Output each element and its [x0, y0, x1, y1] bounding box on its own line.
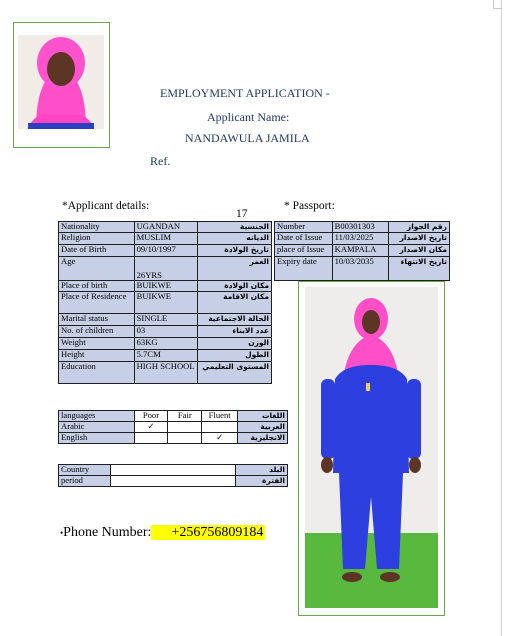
detail-value: 5.7CM	[134, 350, 198, 362]
languages-header: languages	[59, 411, 135, 422]
language-fluent	[202, 422, 238, 433]
table-row	[59, 411, 288, 422]
passport-table	[274, 221, 450, 281]
table-row	[59, 326, 272, 338]
detail-label: Marital status	[59, 314, 135, 326]
fluent-header: Fluent	[202, 411, 238, 422]
detail-value: BUIKWE	[134, 281, 198, 292]
table-row	[59, 362, 272, 384]
portrait-photo	[13, 22, 110, 148]
passport-label: Expiry date	[275, 257, 333, 281]
table-row	[59, 314, 272, 326]
table-row	[59, 350, 272, 362]
table-row	[275, 233, 450, 245]
detail-label-ar: تاريخ الولادة	[198, 245, 272, 257]
detail-label-ar: العمر	[198, 257, 272, 281]
passport-label: Date of Issue	[275, 233, 333, 245]
fair-header: Fair	[168, 411, 202, 422]
detail-label-ar: عدد الابناء	[198, 326, 272, 338]
table-row	[59, 422, 288, 433]
table-row	[59, 476, 288, 487]
detail-label: Height	[59, 350, 135, 362]
languages-header-ar: اللغات	[238, 411, 288, 422]
languages-table	[58, 410, 288, 444]
passport-value: KAMPALA	[332, 245, 389, 257]
detail-label-ar: الجنسية	[198, 222, 272, 233]
detail-label-ar: المستوى التعليمي	[198, 362, 272, 384]
table-row	[275, 257, 450, 281]
language-name: Arabic	[59, 422, 135, 433]
passport-label: Number	[275, 222, 333, 233]
detail-label-ar: الوزن	[198, 338, 272, 350]
language-name-ar: الانجليزية	[238, 433, 288, 444]
applicant-details-table	[58, 221, 272, 384]
experience-table	[58, 464, 288, 487]
language-fair	[168, 422, 202, 433]
detail-value: MUSLIM	[134, 233, 198, 245]
table-row	[59, 222, 272, 233]
table-row	[59, 233, 272, 245]
table-row	[59, 465, 288, 476]
detail-label: Place of Residence	[59, 292, 135, 314]
detail-value: BUIKWE	[134, 292, 198, 314]
experience-label-ar: الفترة	[236, 476, 288, 487]
detail-value: UGANDAN	[134, 222, 198, 233]
detail-label-ar: مكان الاقامة	[198, 292, 272, 314]
table-row	[59, 245, 272, 257]
detail-value: 63KG	[134, 338, 198, 350]
table-row	[59, 433, 288, 444]
passport-label-ar: رقم الجواز	[389, 222, 450, 233]
detail-label-ar: الحالة الاجتماعية	[198, 314, 272, 326]
table-row	[275, 222, 450, 233]
detail-label-ar: مكان الولادة	[198, 281, 272, 292]
detail-label: Nationality	[59, 222, 135, 233]
detail-label: Weight	[59, 338, 135, 350]
detail-label: Date of Birth	[59, 245, 135, 257]
passport-value: 11/03/2025	[332, 233, 389, 245]
detail-label-ar: الديانه	[198, 233, 272, 245]
experience-label-ar: البلد	[236, 465, 288, 476]
experience-label: period	[59, 476, 111, 487]
experience-value	[110, 476, 235, 487]
detail-label: Place of birth	[59, 281, 135, 292]
ref-label: Ref.	[150, 154, 171, 168]
page-edge	[501, 0, 502, 636]
phone-value: +256756809184	[171, 525, 264, 540]
detail-value: 03	[134, 326, 198, 338]
passport-value: 10/03/2035	[332, 257, 389, 281]
poor-header: Poor	[134, 411, 168, 422]
passport-value: B00301303	[332, 222, 389, 233]
document-title: EMPLOYMENT APPLICATION -	[160, 86, 330, 100]
passport-label-ar: تاريخ الاصدار	[389, 233, 450, 245]
passport-label-ar: تاريخ الانتهاء	[389, 257, 450, 281]
table-row	[59, 292, 272, 314]
detail-value: HIGH SCHOOL	[134, 362, 198, 384]
phone-value-highlight	[151, 525, 265, 540]
applicant-details-label: *Applicant details:	[62, 200, 150, 212]
detail-value: 09/10/1997	[134, 245, 198, 257]
detail-label: Religion	[59, 233, 135, 245]
detail-value	[134, 257, 198, 281]
full-body-photo	[298, 281, 445, 616]
language-poor: ✓	[134, 422, 168, 433]
detail-value: SINGLE	[134, 314, 198, 326]
detail-value-text: 26YRS	[136, 270, 162, 280]
language-poor	[134, 433, 168, 444]
detail-label-ar: الطول	[198, 350, 272, 362]
page-number: 17	[236, 208, 248, 220]
detail-label: No. of children	[59, 326, 135, 338]
passport-label: * Passport:	[284, 200, 335, 212]
table-row	[59, 338, 272, 350]
applicant-name: NANDAWULA JAMILA	[185, 131, 310, 145]
experience-value	[110, 465, 235, 476]
full-body-image	[305, 287, 438, 608]
phone-number	[60, 525, 265, 541]
page-corner	[493, 0, 502, 9]
passport-label-ar: مكان الاصدار	[389, 245, 450, 257]
language-name-ar: العربية	[238, 422, 288, 433]
table-row	[275, 245, 450, 257]
experience-label: Country	[59, 465, 111, 476]
portrait-image	[18, 35, 104, 129]
table-row	[59, 281, 272, 292]
passport-label: place of Issue	[275, 245, 333, 257]
table-row	[59, 257, 272, 281]
applicant-name-label: Applicant Name:	[207, 110, 290, 124]
language-name: English	[59, 433, 135, 444]
detail-label: Education	[59, 362, 135, 384]
detail-label: Age	[59, 257, 135, 281]
phone-bullet: •	[60, 528, 64, 538]
language-fluent: ✓	[202, 433, 238, 444]
language-fair	[168, 433, 202, 444]
phone-label: Phone Number:	[63, 525, 152, 540]
